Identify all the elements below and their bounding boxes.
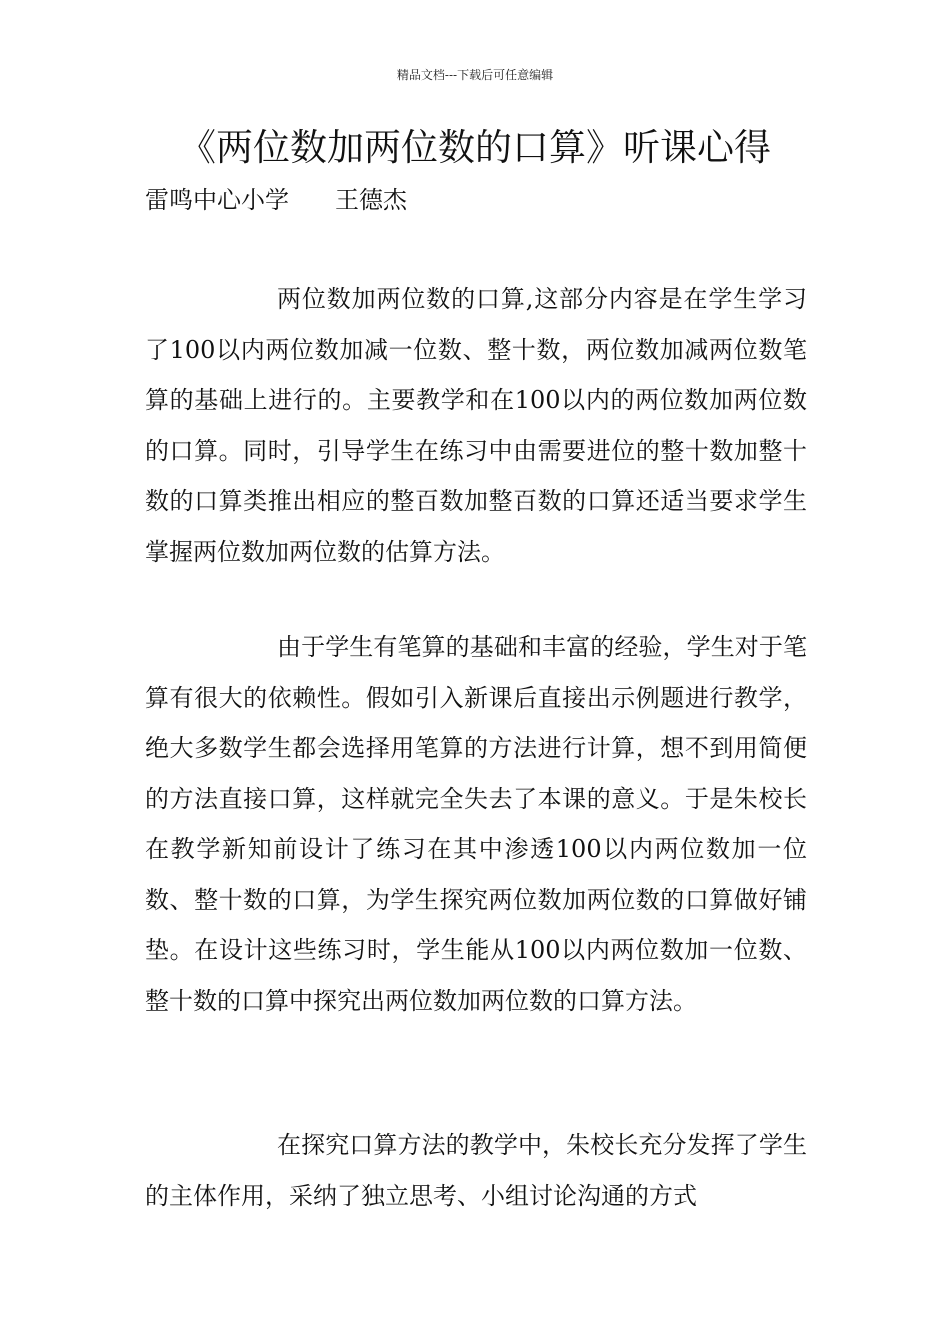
header-note: 精品文档---下载后可任意编辑	[396, 68, 554, 82]
document-title: 《两位数加两位数的口算》听课心得	[179, 126, 771, 169]
byline	[145, 180, 407, 220]
paragraph-1: 两位数加两位数的口算,这部分内容是在学生学习了100以内两位数加减一位数、整十数，两位数加减两位数笔算的基础上进行的。主要教学和在100以内的两位数加两位数的口算。同时，引导学生在练习中由需要进位的整十数加整十数的口算类推出相应的整百数加整百数的口算还适当要求学生掌握两位数加两位数的估算方法。	[145, 285, 807, 566]
school-name: 雷鸣中心小学	[145, 186, 289, 214]
paragraph-3: 在探究口算方法的教学中，朱校长充分发挥了学生的主体作用，采纳了独立思考、小组讨论沟通的方式	[145, 1131, 807, 1210]
paragraph-2: 由于学生有笔算的基础和丰富的经验，学生对于笔算有很大的依赖性。假如引入新课后直接出示例题进行教学，绝大多数学生都会选择用笔算的方法进行计算，想不到用简便的方法直接口算，这样就完全失去了本课的意义。于是朱校长在教学新知前设计了练习在其中渗透100以内两位数加一位数、整十数的口算，为学生探究两位数加两位数的口算做好铺垫。在设计这些练习时，学生能从100以内两位数加一位数、整十数的口算中探究出两位数加两位数的口算方法。	[145, 633, 807, 1015]
author-name: 王德杰	[335, 186, 407, 214]
